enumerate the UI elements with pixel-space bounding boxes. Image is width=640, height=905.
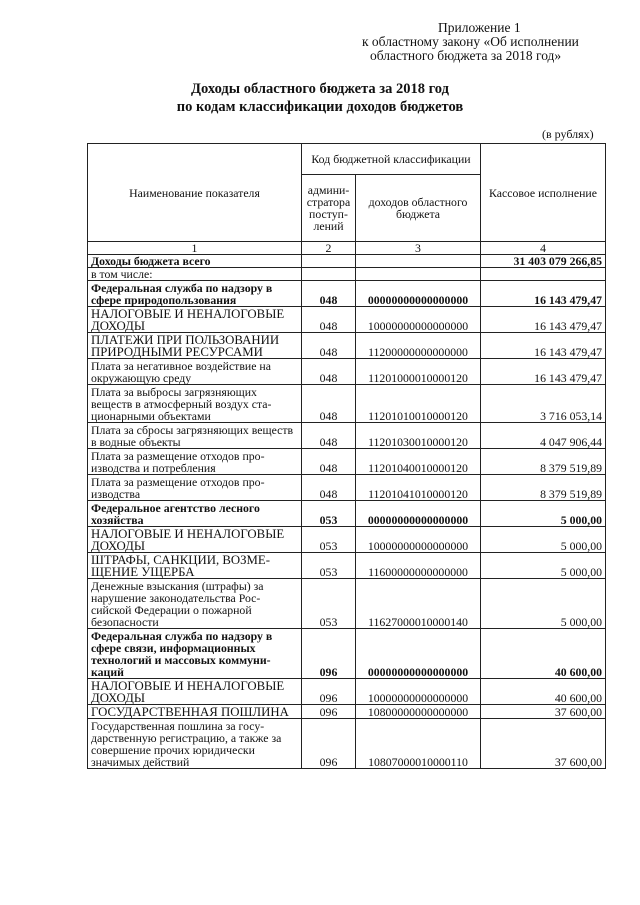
cash-execution-cell bbox=[481, 268, 606, 281]
admin-code-cell: 048 bbox=[302, 475, 356, 501]
cash-execution-cell: 5 000,00 bbox=[481, 579, 606, 629]
appendix-line-1: Приложение 1 bbox=[438, 20, 521, 35]
cash-execution-cell: 3 716 053,14 bbox=[481, 385, 606, 423]
cash-execution-cell: 31 403 079 266,85 bbox=[481, 255, 606, 268]
table-row bbox=[88, 705, 606, 719]
column-number-row bbox=[88, 242, 606, 255]
income-code-cell: 10800000000000000 bbox=[356, 705, 481, 719]
admin-code-cell: 053 bbox=[302, 553, 356, 579]
income-code-cell: 11201040010000120 bbox=[356, 449, 481, 475]
currency-note: (в рублях) bbox=[542, 127, 594, 141]
cash-execution-cell: 16 143 479,47 bbox=[481, 333, 606, 359]
cash-execution-cell: 40 600,00 bbox=[481, 629, 606, 679]
indicator-name-cell: Плата за размещение отходов про-изводства bbox=[88, 475, 302, 501]
document-title bbox=[60, 80, 580, 116]
table-row bbox=[88, 255, 606, 268]
cash-execution-cell: 16 143 479,47 bbox=[481, 281, 606, 307]
table-row bbox=[88, 281, 606, 307]
indicator-name-cell: ГОСУДАРСТВЕННАЯ ПОШЛИНА bbox=[88, 705, 302, 719]
admin-code-cell: 048 bbox=[302, 359, 356, 385]
cash-execution-cell: 16 143 479,47 bbox=[481, 307, 606, 333]
admin-code-cell bbox=[302, 268, 356, 281]
cash-execution-cell: 8 379 519,89 bbox=[481, 449, 606, 475]
indicator-name-cell: Федеральное агентство лесного хозяйства bbox=[88, 501, 302, 527]
table-row bbox=[88, 679, 606, 705]
table-row bbox=[88, 268, 606, 281]
cash-execution-cell: 5 000,00 bbox=[481, 501, 606, 527]
table-row bbox=[88, 579, 606, 629]
indicator-name-cell: НАЛОГОВЫЕ И НЕНАЛОГОВЫЕ ДОХОДЫ bbox=[88, 679, 302, 705]
admin-code-cell: 053 bbox=[302, 501, 356, 527]
table-row bbox=[88, 385, 606, 423]
cash-execution-cell: 16 143 479,47 bbox=[481, 359, 606, 385]
table-row bbox=[88, 359, 606, 385]
income-code-cell: 11201041010000120 bbox=[356, 475, 481, 501]
cash-execution-cell: 4 047 906,44 bbox=[481, 423, 606, 449]
header-cash-execution: Кассовое исполнение bbox=[481, 144, 606, 242]
indicator-name-cell: Государственная пошлина за госу-дарственную регистрацию, а также за совершение прочих юридически значимых действий bbox=[88, 719, 302, 769]
income-code-cell: 10807000010000110 bbox=[356, 719, 481, 769]
table-row bbox=[88, 423, 606, 449]
header-admin-code: админи-стратора поступ-лений bbox=[302, 175, 356, 242]
appendix-line-2: к областному закону «Об исполнении bbox=[362, 34, 579, 49]
income-code-cell: 10000000000000000 bbox=[356, 679, 481, 705]
indicator-name-cell: Плата за размещение отходов про-изводства и потребления bbox=[88, 449, 302, 475]
income-code-cell: 11627000010000140 bbox=[356, 579, 481, 629]
table-row bbox=[88, 449, 606, 475]
income-code-cell: 00000000000000000 bbox=[356, 629, 481, 679]
indicator-name-cell: ПЛАТЕЖИ ПРИ ПОЛЬЗОВАНИИ ПРИРОДНЫМИ РЕСУРСАМИ bbox=[88, 333, 302, 359]
indicator-name-cell: НАЛОГОВЫЕ И НЕНАЛОГОВЫЕ ДОХОДЫ bbox=[88, 307, 302, 333]
admin-code-cell bbox=[302, 255, 356, 268]
column-number: 2 bbox=[302, 242, 356, 255]
cash-execution-cell: 8 379 519,89 bbox=[481, 475, 606, 501]
income-code-cell: 00000000000000000 bbox=[356, 501, 481, 527]
header-code-group: Код бюджетной классификации bbox=[302, 144, 481, 175]
indicator-name-cell: в том числе: bbox=[88, 268, 302, 281]
income-code-cell: 11201030010000120 bbox=[356, 423, 481, 449]
admin-code-cell: 096 bbox=[302, 705, 356, 719]
admin-code-cell: 096 bbox=[302, 719, 356, 769]
indicator-name-cell: Плата за негативное воздействие на окружающую среду bbox=[88, 359, 302, 385]
indicator-name-cell: Плата за выбросы загрязняющих веществ в атмосферный воздух ста-ционарными объектами bbox=[88, 385, 302, 423]
admin-code-cell: 048 bbox=[302, 333, 356, 359]
table-row bbox=[88, 307, 606, 333]
admin-code-cell: 053 bbox=[302, 579, 356, 629]
indicator-name-cell: ШТРАФЫ, САНКЦИИ, ВОЗМЕ-ЩЕНИЕ УЩЕРБА bbox=[88, 553, 302, 579]
indicator-name-cell: Федеральная служба по надзору в сфере связи, информационных технологий и массовых коммуни-каций bbox=[88, 629, 302, 679]
table-row bbox=[88, 333, 606, 359]
table-body bbox=[88, 255, 606, 769]
title-line-2: по кодам классификации доходов бюджетов bbox=[176, 99, 464, 115]
table-row bbox=[88, 719, 606, 769]
admin-code-cell: 096 bbox=[302, 629, 356, 679]
income-code-cell: 11201010010000120 bbox=[356, 385, 481, 423]
title-line-1: Доходы областного бюджета за 2018 год bbox=[191, 81, 449, 97]
admin-code-cell: 096 bbox=[302, 679, 356, 705]
cash-execution-cell: 5 000,00 bbox=[481, 527, 606, 553]
admin-code-cell: 048 bbox=[302, 307, 356, 333]
admin-code-cell: 048 bbox=[302, 423, 356, 449]
admin-code-cell: 053 bbox=[302, 527, 356, 553]
table-row bbox=[88, 629, 606, 679]
income-code-cell: 11600000000000000 bbox=[356, 553, 481, 579]
indicator-name-cell: НАЛОГОВЫЕ И НЕНАЛОГОВЫЕ ДОХОДЫ bbox=[88, 527, 302, 553]
income-code-cell: 10000000000000000 bbox=[356, 307, 481, 333]
admin-code-cell: 048 bbox=[302, 281, 356, 307]
header-indicator-name: Наименование показателя bbox=[88, 144, 302, 242]
cash-execution-cell: 37 600,00 bbox=[481, 719, 606, 769]
indicator-name-cell: Денежные взыскания (штрафы) за нарушение законодательства Рос-сийской Федерации о пожарной безопасности bbox=[88, 579, 302, 629]
income-code-cell bbox=[356, 268, 481, 281]
income-code-cell: 11201000010000120 bbox=[356, 359, 481, 385]
cash-execution-cell: 37 600,00 bbox=[481, 705, 606, 719]
table-row bbox=[88, 527, 606, 553]
appendix-note bbox=[356, 21, 616, 63]
indicator-name-cell: Плата за сбросы загрязняющих веществ в водные объекты bbox=[88, 423, 302, 449]
indicator-name-cell: Доходы бюджета всего bbox=[88, 255, 302, 268]
cash-execution-cell: 40 600,00 bbox=[481, 679, 606, 705]
column-number: 3 bbox=[356, 242, 481, 255]
table-row bbox=[88, 501, 606, 527]
admin-code-cell: 048 bbox=[302, 449, 356, 475]
table-row bbox=[88, 553, 606, 579]
cash-execution-cell: 5 000,00 bbox=[481, 553, 606, 579]
table-row bbox=[88, 475, 606, 501]
income-code-cell: 11200000000000000 bbox=[356, 333, 481, 359]
appendix-line-3: областного бюджета за 2018 год» bbox=[370, 48, 562, 63]
income-code-cell bbox=[356, 255, 481, 268]
admin-code-cell: 048 bbox=[302, 385, 356, 423]
column-number: 4 bbox=[481, 242, 606, 255]
header-income-code: доходов областного бюджета bbox=[356, 175, 481, 242]
indicator-name-cell: Федеральная служба по надзору в сфере природопользования bbox=[88, 281, 302, 307]
column-number: 1 bbox=[88, 242, 302, 255]
income-code-cell: 10000000000000000 bbox=[356, 527, 481, 553]
income-table bbox=[87, 143, 606, 769]
income-code-cell: 00000000000000000 bbox=[356, 281, 481, 307]
